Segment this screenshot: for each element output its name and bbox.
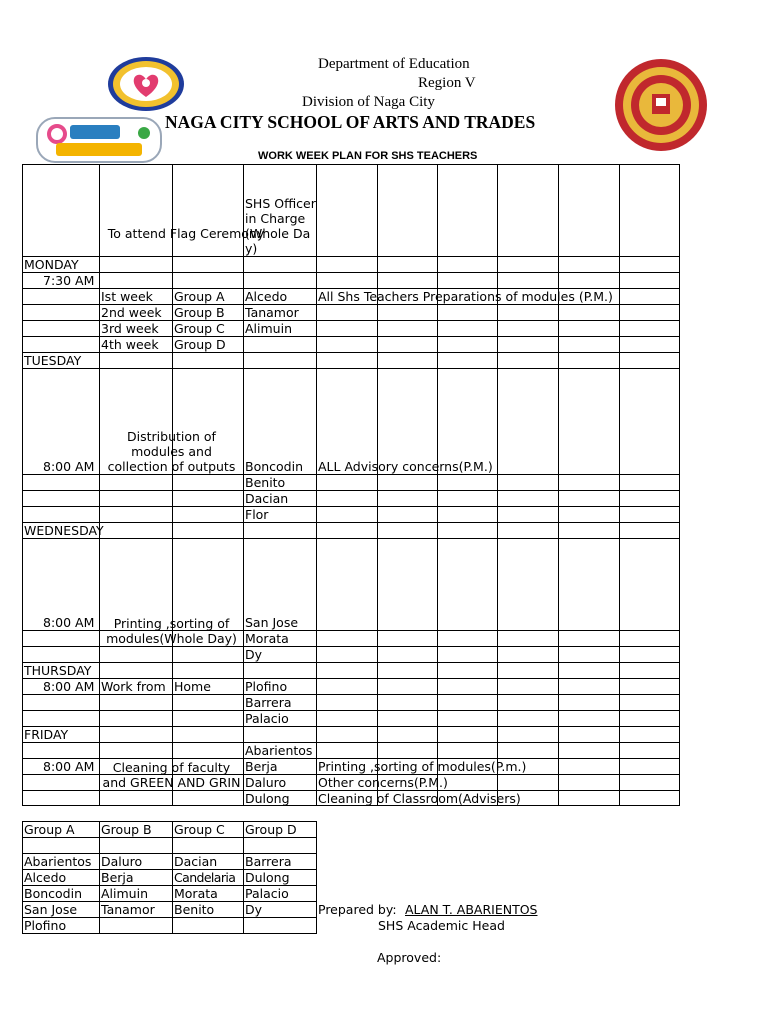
wednesday-activity: Printing ,sorting of modules(Whole Day) bbox=[106, 616, 237, 646]
thursday-activity-part2: Home bbox=[174, 679, 211, 694]
tuesday-officer-2: Benito bbox=[245, 475, 286, 490]
friday-officer-3: Daluro bbox=[245, 775, 287, 790]
group-b-cell: Group B bbox=[174, 305, 225, 320]
wednesday-time: 8:00 AM bbox=[43, 615, 95, 630]
group-member: Boncodin bbox=[24, 886, 82, 901]
group-member: Candelaria bbox=[174, 870, 236, 885]
officer-in-charge-header: SHS Officer in Charge(Whole Day) bbox=[245, 196, 316, 256]
group-d-cell: Group D bbox=[174, 337, 226, 352]
school-seal-logo bbox=[614, 58, 708, 152]
wednesday-officer-2: Morata bbox=[245, 631, 289, 646]
tuesday-officer-1: Boncodin bbox=[245, 459, 303, 474]
groups-header-b: Group B bbox=[101, 822, 152, 837]
prepared-by-name: ALAN T. ABARIENTOS bbox=[405, 902, 538, 917]
wednesday-officer-1: San Jose bbox=[245, 615, 299, 630]
tuesday-officer-3: Dacian bbox=[245, 491, 289, 506]
header-region: Region V bbox=[418, 75, 476, 91]
approved-label: Approved: bbox=[377, 950, 442, 965]
prepared-by-label: Prepared by: bbox=[318, 902, 397, 917]
prepared-by-title: SHS Academic Head bbox=[378, 918, 505, 933]
tuesday-officer-4: Flor bbox=[245, 507, 269, 522]
group-member: Berja bbox=[101, 870, 134, 885]
group-member: Palacio bbox=[245, 886, 289, 901]
tuesday-activity: Distribution of modules and collection of outputs bbox=[107, 429, 236, 474]
tuesday-note: ALL Advisory concerns(P.M.) bbox=[318, 459, 493, 474]
group-c-cell: Group C bbox=[174, 321, 225, 336]
groups-header-a: Group A bbox=[24, 822, 75, 837]
thursday-officer-1: Plofino bbox=[245, 679, 288, 694]
group-member: Benito bbox=[174, 902, 215, 917]
friday-time: 8:00 AM bbox=[43, 759, 95, 774]
group-member: Barrera bbox=[245, 854, 292, 869]
tuesday-time: 8:00 AM bbox=[43, 459, 95, 474]
groups-header-d: Group D bbox=[245, 822, 297, 837]
day-tuesday: TUESDAY bbox=[24, 353, 82, 368]
thursday-activity-part1: Work from bbox=[101, 679, 166, 694]
friday-note-2: Other concerns(P.M.) bbox=[318, 775, 448, 790]
group-member: Alcedo bbox=[24, 870, 67, 885]
day-thursday: THURSDAY bbox=[24, 663, 92, 678]
group-member: Dacian bbox=[174, 854, 218, 869]
day-friday: FRIDAY bbox=[24, 727, 69, 742]
week-1: Ist week bbox=[101, 289, 153, 304]
group-member: Tanamor bbox=[101, 902, 155, 917]
monday-officer-1: Alcedo bbox=[245, 289, 288, 304]
wednesday-officer-3: Dy bbox=[245, 647, 263, 662]
monday-note: All Shs Teachers Preparations of modules (P.M.) bbox=[318, 289, 613, 304]
monday-officer-2: Tanamor bbox=[245, 305, 299, 320]
thursday-officer-3: Palacio bbox=[245, 711, 289, 726]
group-member: Dulong bbox=[245, 870, 290, 885]
header-department: Department of Education bbox=[318, 56, 470, 72]
school-name: NAGA CITY SCHOOL OF ARTS AND TRADES bbox=[165, 112, 536, 132]
groups-header-c: Group C bbox=[174, 822, 225, 837]
group-member: Daluro bbox=[101, 854, 143, 869]
week-2: 2nd week bbox=[101, 305, 162, 320]
day-wednesday: WEDNESDAY bbox=[24, 523, 104, 538]
day-monday: MONDAY bbox=[24, 257, 79, 272]
group-member: Morata bbox=[174, 886, 218, 901]
monday-time: 7:30 AM bbox=[43, 273, 95, 288]
friday-note-1: Printing ,sorting of modules(P.m.) bbox=[318, 759, 527, 774]
friday-activity: Cleaning of faculty and GREEN AND GRIN bbox=[102, 760, 241, 790]
friday-officer-2: Berja bbox=[245, 759, 278, 774]
monday-officer-3: Alimuin bbox=[245, 321, 292, 336]
group-member: Plofino bbox=[24, 918, 67, 933]
week-3: 3rd week bbox=[101, 321, 159, 336]
group-member: Abarientos bbox=[24, 854, 92, 869]
friday-officer-4: Dulong bbox=[245, 791, 290, 806]
plan-title: WORK WEEK PLAN FOR SHS TEACHERS bbox=[258, 150, 478, 162]
group-member: Dy bbox=[245, 902, 263, 917]
friday-officer-1: Abarientos bbox=[245, 743, 313, 758]
division-seal-logo bbox=[106, 55, 186, 113]
week-4: 4th week bbox=[101, 337, 159, 352]
header-division: Division of Naga City bbox=[302, 94, 435, 110]
friday-note-3: Cleaning of Classroom(Advisers) bbox=[318, 791, 521, 806]
naga-thrives-logo bbox=[36, 117, 162, 163]
group-member: San Jose bbox=[24, 902, 78, 917]
group-a-cell: Group A bbox=[174, 289, 225, 304]
thursday-time: 8:00 AM bbox=[43, 679, 95, 694]
thursday-officer-2: Barrera bbox=[245, 695, 292, 710]
group-member: Alimuin bbox=[101, 886, 148, 901]
flag-ceremony-header: To attend Flag Ceremony bbox=[107, 226, 265, 241]
